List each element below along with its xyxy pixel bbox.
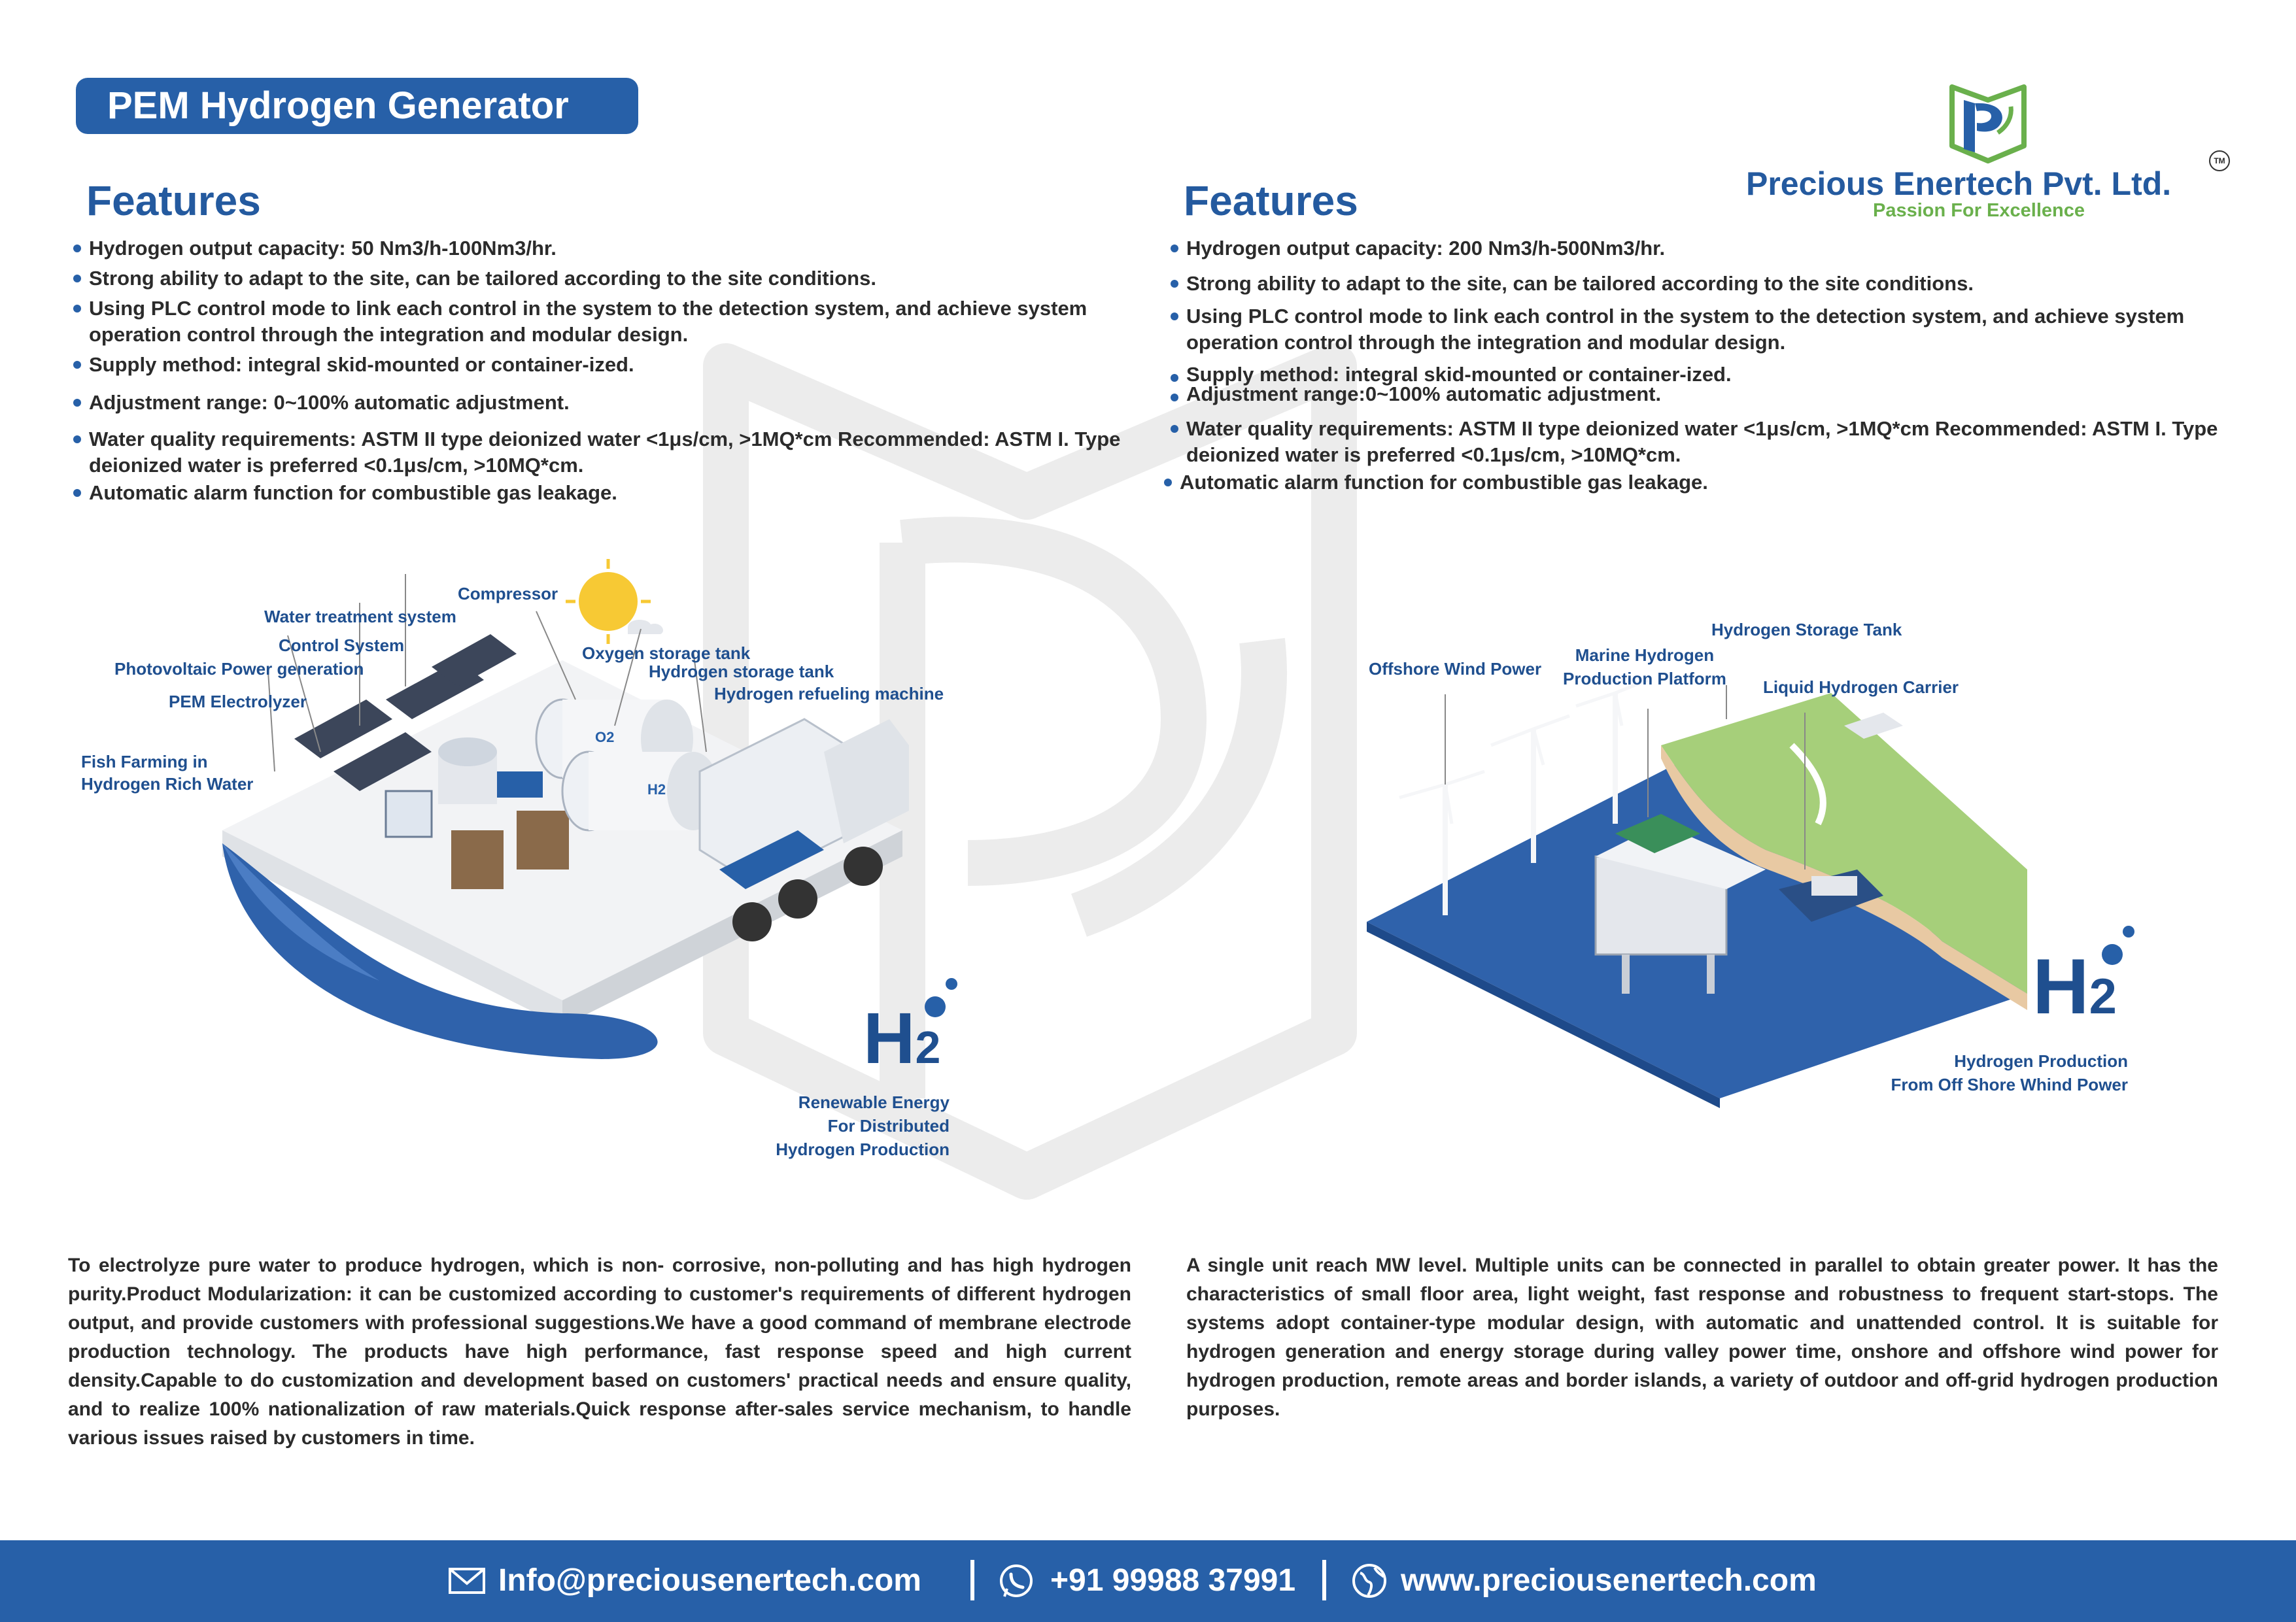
list-item: Automatic alarm function for combustible gas leakage. [73,480,1133,506]
whatsapp-icon [998,1563,1035,1599]
footer-email[interactable]: Info@preciousenertech.com [498,1563,921,1598]
list-item: Water quality requirements: ASTM II type deionized water <1μs/cm, >1MQ*cm Recommended: ASTM I. Type deionized water is preferred <0.1μs/cm, >10MQ*cm. [73,426,1133,479]
list-item: Supply method: integral skid-mounted or container-ized. [73,352,1133,378]
company-name: Precious Enertech Pvt. Ltd. [1746,165,2172,202]
list-item: Adjustment range: 0~100% automatic adjustment. [73,390,1133,416]
h2-symbol: H2 [2032,943,2117,1030]
label-marine-platform: Marine Hydrogen Production Platform [1563,645,1726,688]
label-compressor: Compressor [458,584,558,603]
label-pv-generation: Photovoltaic Power generation [114,659,364,679]
label-water-treatment: Water treatment system [264,607,456,626]
label-hydrogen-tank: Hydrogen storage tank [649,662,834,681]
company-tagline: Passion For Excellence [1873,200,2085,221]
left-description: To electrolyze pure water to produce hydrogen, which is non- corrosive, non-polluting and has high hydrogen purity.Product Modularization: it can be customized according to customer's requirements of different hydrogen output, and provide customers with professional suggestions.We have a good command of membrane electrode production technology. The products have high performance, fast response speed and high current density.Capable to do customization and development based on customers' practical needs and ensure quality, and to realize 100% nationalization of raw materials.Quick response after-sales service mechanism, to handle various issues raised by customers in time. [68,1255,1131,1449]
right-description: A single unit reach MW level. Multiple units can be connected in parallel to obtain greater power. It has the characteristics of small floor area, light weight, fast response and robustness to frequent start-stops. The systems adopt container-type modular design, with automatic and unattended control. It is suitable for hydrogen generation and energy storage during valley power time, onshore and offshore wind power for hydrogen production, remote areas and border islands, a variety of outdoor and off-grid hydrogen production purposes. [1186,1255,2218,1420]
right-features-title: Features [1184,177,1358,224]
company-logo-icon [1945,77,2030,165]
label-pem-electrolyzer: PEM Electrolyzer [169,692,307,711]
left-h2-caption: Renewable Energy For Distributed Hydrogen Production [776,1092,950,1159]
label-refueling-machine: Hydrogen refueling machine [714,684,944,703]
list-item: Using PLC control mode to link each control in the system to the detection system, and achieve system operation control through the integration and modular design. [1171,303,2230,356]
h2-tank-mark: H2 [647,781,666,798]
list-item: Strong ability to adapt to the site, can be tailored according to the site conditions. [73,265,1133,292]
trademark-mark: TM [2209,150,2230,171]
left-features-title: Features [86,177,261,224]
h2-symbol: H2 [863,998,941,1079]
label-hydrogen-storage-tank: Hydrogen Storage Tank [1711,620,1902,639]
list-item: Adjustment range:0~100% automatic adjustment. [1171,384,2230,404]
page-title: PEM Hydrogen Generator [76,78,638,134]
globe-icon [1351,1563,1388,1599]
label-oxygen-tank: Oxygen storage tank [582,643,751,663]
list-item: Automatic alarm function for combustible gas leakage. [1164,469,2223,496]
footer-website[interactable]: www.preciousenertech.com [1401,1563,1817,1598]
o2-tank-mark: O2 [595,729,615,745]
right-h2-caption: Hydrogen Production From Off Shore Whind Power [1891,1051,2128,1094]
footer-phone[interactable]: +91 99988 37991 [1050,1563,1296,1598]
footer-divider [1322,1560,1326,1600]
list-item: Hydrogen output capacity: 200 Nm3/h-500Nm3/hr. [1171,235,2230,262]
label-offshore-wind: Offshore Wind Power [1369,659,1542,679]
list-item: Water quality requirements: ASTM II type deionized water <1μs/cm, >1MQ*cm Recommended: ASTM I. Type deionized water is preferred <0.1μs/cm, >10MQ*cm. [1171,416,2230,468]
list-item: Strong ability to adapt to the site, can be tailored according to the site conditions. [1171,271,2230,297]
footer-divider [970,1560,974,1600]
label-fish-farming: Fish Farming in Hydrogen Rich Water [81,752,254,794]
list-item: Using PLC control mode to link each control in the system to the detection system, and achieve system operation control through the integration and modular design. [73,296,1133,348]
mail-icon [449,1568,485,1594]
label-control-system: Control System [279,635,405,655]
label-liquid-carrier: Liquid Hydrogen Carrier [1763,677,1959,697]
list-item: Hydrogen output capacity: 50 Nm3/h-100Nm3/hr. [73,235,1133,262]
list-item: Supply method: integral skid-mounted or container-ized. [1171,365,2230,384]
left-features-list [73,235,1133,506]
offshore-hydrogen-diagram [1360,654,2040,1111]
right-features-list [1171,235,2230,496]
